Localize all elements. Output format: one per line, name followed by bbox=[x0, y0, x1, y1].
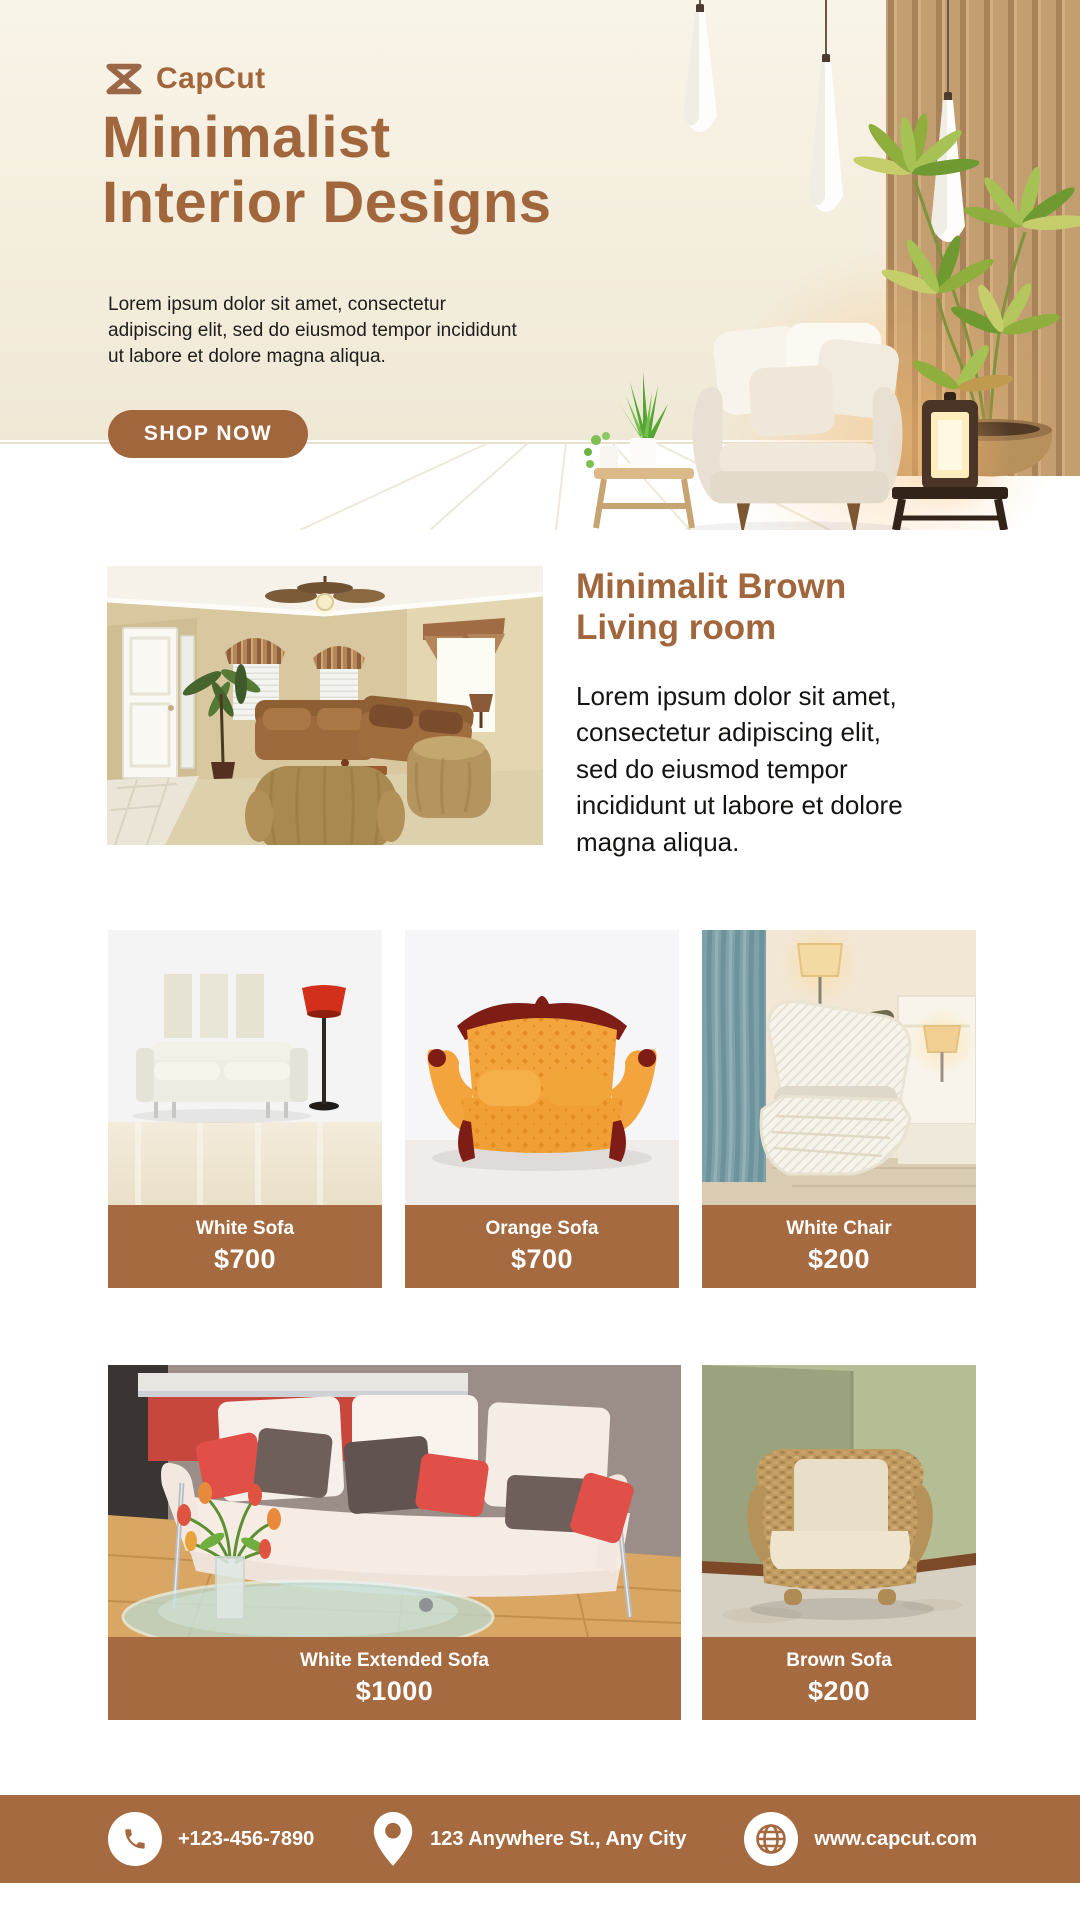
white-sofa-image bbox=[108, 930, 382, 1205]
orange-sofa-image bbox=[405, 930, 679, 1205]
white-sofa-illustration bbox=[108, 930, 382, 1205]
product-label-bar bbox=[108, 1205, 382, 1288]
phone-icon bbox=[108, 1812, 162, 1866]
hero-description: Lorem ipsum dolor sit amet, consectetur adipiscing elit, sed do eiusmod tempor incididunt ut labore et dolore magna aliqua. bbox=[108, 294, 517, 368]
footer-phone-text: +123-456-7890 bbox=[178, 1827, 315, 1850]
white-extended-sofa-image bbox=[108, 1365, 681, 1637]
white-chair-illustration bbox=[702, 930, 976, 1205]
shop-now-button[interactable]: SHOP NOW bbox=[108, 410, 308, 458]
brand-logo bbox=[104, 62, 266, 96]
feature-heading-line-2: Living room bbox=[576, 608, 777, 648]
product-price: $200 bbox=[807, 1244, 871, 1274]
title-line-1: Minimalist bbox=[102, 105, 391, 170]
living-room-photo bbox=[107, 566, 543, 845]
globe-icon bbox=[744, 1812, 798, 1866]
product-name: White Sofa bbox=[195, 1218, 295, 1239]
product-card-orange-sofa[interactable] bbox=[405, 930, 679, 1288]
product-label-bar bbox=[405, 1205, 679, 1288]
title-line-2: Interior Designs bbox=[102, 169, 552, 235]
footer-address-text: 123 Anywhere St., Any City bbox=[430, 1827, 687, 1850]
page-title bbox=[102, 106, 552, 236]
feature-heading bbox=[576, 566, 846, 649]
orange-sofa-illustration bbox=[405, 930, 679, 1205]
footer-website[interactable] bbox=[744, 1812, 977, 1866]
product-price: $200 bbox=[807, 1676, 871, 1706]
capcut-logo-icon bbox=[104, 62, 144, 96]
product-label-bar bbox=[108, 1637, 681, 1720]
product-name: White Extended Sofa bbox=[300, 1650, 489, 1671]
product-name: Brown Sofa bbox=[786, 1650, 892, 1671]
product-card-brown-sofa[interactable] bbox=[702, 1365, 976, 1720]
product-label-bar bbox=[702, 1205, 976, 1288]
white-chair-image bbox=[702, 930, 976, 1205]
location-pin-icon bbox=[372, 1811, 414, 1867]
feature-description: Lorem ipsum dolor sit amet, consectetur adipiscing elit, sed do eiusmod tempor incididunt ut labore et dolore magna aliqua. bbox=[576, 681, 903, 857]
brand-name: CapCut bbox=[156, 62, 266, 95]
product-name: White Chair bbox=[786, 1218, 892, 1239]
footer-contact-bar bbox=[0, 1795, 1080, 1883]
living-room-illustration bbox=[107, 566, 543, 845]
product-card-white-extended-sofa[interactable] bbox=[108, 1365, 681, 1720]
product-card-white-sofa[interactable] bbox=[108, 930, 382, 1288]
product-price: $1000 bbox=[355, 1676, 434, 1706]
brown-sofa-image bbox=[702, 1365, 976, 1637]
white-extended-sofa-illustration bbox=[108, 1365, 681, 1637]
product-price: $700 bbox=[510, 1244, 574, 1274]
footer-website-text: www.capcut.com bbox=[814, 1827, 977, 1850]
footer-address bbox=[372, 1811, 686, 1867]
feature-heading-line-1: Minimalit Brown bbox=[576, 567, 847, 606]
footer-phone[interactable] bbox=[108, 1812, 314, 1866]
brown-sofa-illustration bbox=[702, 1365, 976, 1637]
product-card-white-chair[interactable] bbox=[702, 930, 976, 1288]
product-name: Orange Sofa bbox=[485, 1218, 599, 1239]
product-label-bar bbox=[702, 1637, 976, 1720]
product-price: $700 bbox=[213, 1244, 277, 1274]
